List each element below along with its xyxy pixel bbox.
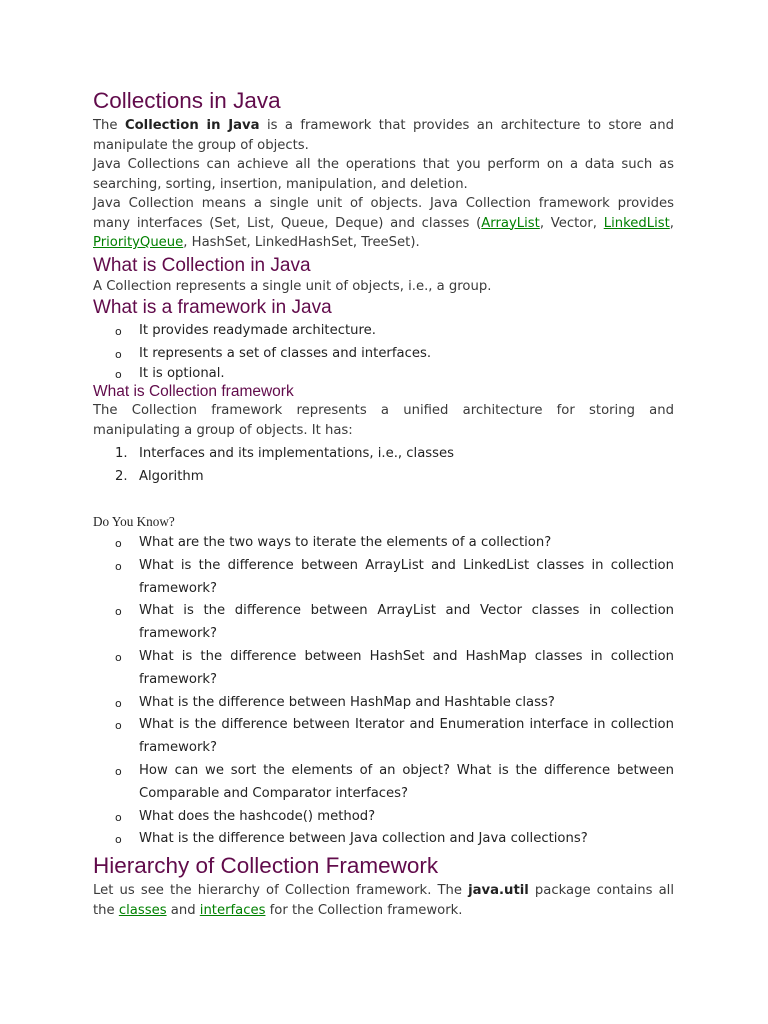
bullet-icon: o [115, 559, 122, 573]
do-you-know-heading: Do You Know? [93, 514, 175, 529]
bullet-icon: o [115, 325, 122, 338]
list-item [93, 532, 674, 555]
intro-text: , HashSet, LinkedHashSet, TreeSet). [183, 235, 420, 250]
list-item [93, 714, 674, 760]
hierarchy-text: Let us see the hierarchy of Collection framework. The [93, 883, 469, 899]
bullet-icon: o [115, 764, 122, 778]
bullet-icon: o [115, 833, 122, 847]
list-item [93, 760, 674, 806]
list-item [93, 555, 674, 601]
bullet-icon: o [115, 650, 122, 664]
framework-bullet-list [93, 319, 674, 382]
list-item-text: What is the difference between ArrayList and LinkedList classes in collection framework? [139, 557, 674, 596]
list-item-text: It provides readymade architecture. [139, 323, 376, 338]
list-item [93, 319, 674, 342]
bullet-icon: o [115, 348, 122, 361]
collection-definition: A Collection represents a single unit of objects, i.e., a group. [93, 278, 492, 294]
arraylist-link[interactable]: ArrayList [481, 215, 540, 231]
section-heading-framework: What is a framework in Java [93, 297, 332, 318]
bullet-icon: o [115, 605, 122, 619]
intro-text: Java Collection means a single unit of objects. Java Collection framework provides many interfaces (Set, List, Queue, Deque) and classes ( [93, 196, 674, 231]
list-item-text: What is the difference between HashMap and Hashtable class? [139, 694, 555, 710]
list-item-text: It represents a set of classes and interfaces. [139, 346, 432, 361]
list-item-text: Interfaces and its implementations, i.e., classes [139, 446, 455, 461]
bullet-icon: o [115, 810, 122, 824]
list-item-text: What is the difference between Iterator and Enumeration interface in collection framework? [139, 717, 674, 756]
intro-text: The [93, 118, 125, 133]
intro-text: is a framework that provides an architecture to store and manipulate the group of objects. [93, 118, 674, 153]
section-heading-collection: What is Collection in Java [93, 254, 311, 276]
list-item-text: What is the difference between Java collection and Java collections? [139, 831, 588, 847]
section-heading-collection-framework: What is Collection framework [93, 383, 294, 400]
page-title: Collections in Java [93, 88, 281, 113]
intro-paragraph-2: Java Collections can achieve all the operations that you perform on a data such as searching, sorting, insertion, manipulation, and deletion. [93, 157, 674, 192]
hierarchy-paragraph [93, 881, 674, 920]
list-item-text: What is the difference between HashSet and HashMap classes in collection framework? [139, 648, 674, 687]
linkedlist-link[interactable]: LinkedList [603, 215, 670, 231]
collection-framework-paragraph: The Collection framework represents a unified architecture for storing and manipulating a group of objects. It has: [93, 403, 674, 438]
bullet-icon: o [115, 368, 122, 381]
list-item-text: What does the hashcode() method? [139, 808, 376, 824]
list-item [93, 692, 674, 715]
list-number: 1. [115, 446, 128, 461]
list-item-text: It is optional. [139, 366, 225, 381]
intro-bold-term: Collection in Java [124, 118, 260, 133]
bullet-icon: o [115, 537, 122, 550]
list-item-text: What is the difference between ArrayList and Vector classes in collection framework? [139, 603, 674, 642]
hierarchy-text: for the Collection framework. [265, 902, 463, 918]
intro-text: , Vector, [539, 215, 604, 231]
list-item [93, 465, 674, 488]
framework-numbered-list [93, 442, 674, 488]
list-item-text: What are the two ways to iterate the elements of a collection? [139, 535, 552, 550]
list-item [93, 828, 674, 851]
list-item [93, 365, 674, 382]
bullet-icon: o [115, 719, 122, 733]
list-item [93, 600, 674, 646]
priorityqueue-link[interactable]: PriorityQueue [93, 235, 184, 250]
hierarchy-text: and [166, 902, 200, 918]
intro-paragraph-1 [93, 116, 674, 155]
section-heading-hierarchy: Hierarchy of Collection Framework [93, 853, 439, 879]
interfaces-link[interactable]: interfaces [199, 902, 266, 918]
bullet-icon: o [115, 696, 122, 710]
list-item-text: Algorithm [139, 469, 204, 484]
list-number: 2. [115, 469, 128, 484]
list-item [93, 646, 674, 692]
document-page [93, 86, 674, 920]
intro-text: , [669, 215, 674, 231]
list-item [93, 806, 674, 829]
hierarchy-bold-term: java.util [468, 883, 529, 899]
list-item [93, 442, 674, 465]
list-item [93, 342, 674, 365]
hierarchy-text: package contains all the [93, 883, 674, 918]
do-you-know-list [93, 532, 674, 851]
intro-paragraph-3 [93, 194, 674, 253]
classes-link[interactable]: classes [118, 902, 167, 918]
list-item-text: How can we sort the elements of an object? What is the difference between Comparable and Comparator interfaces? [139, 762, 674, 801]
